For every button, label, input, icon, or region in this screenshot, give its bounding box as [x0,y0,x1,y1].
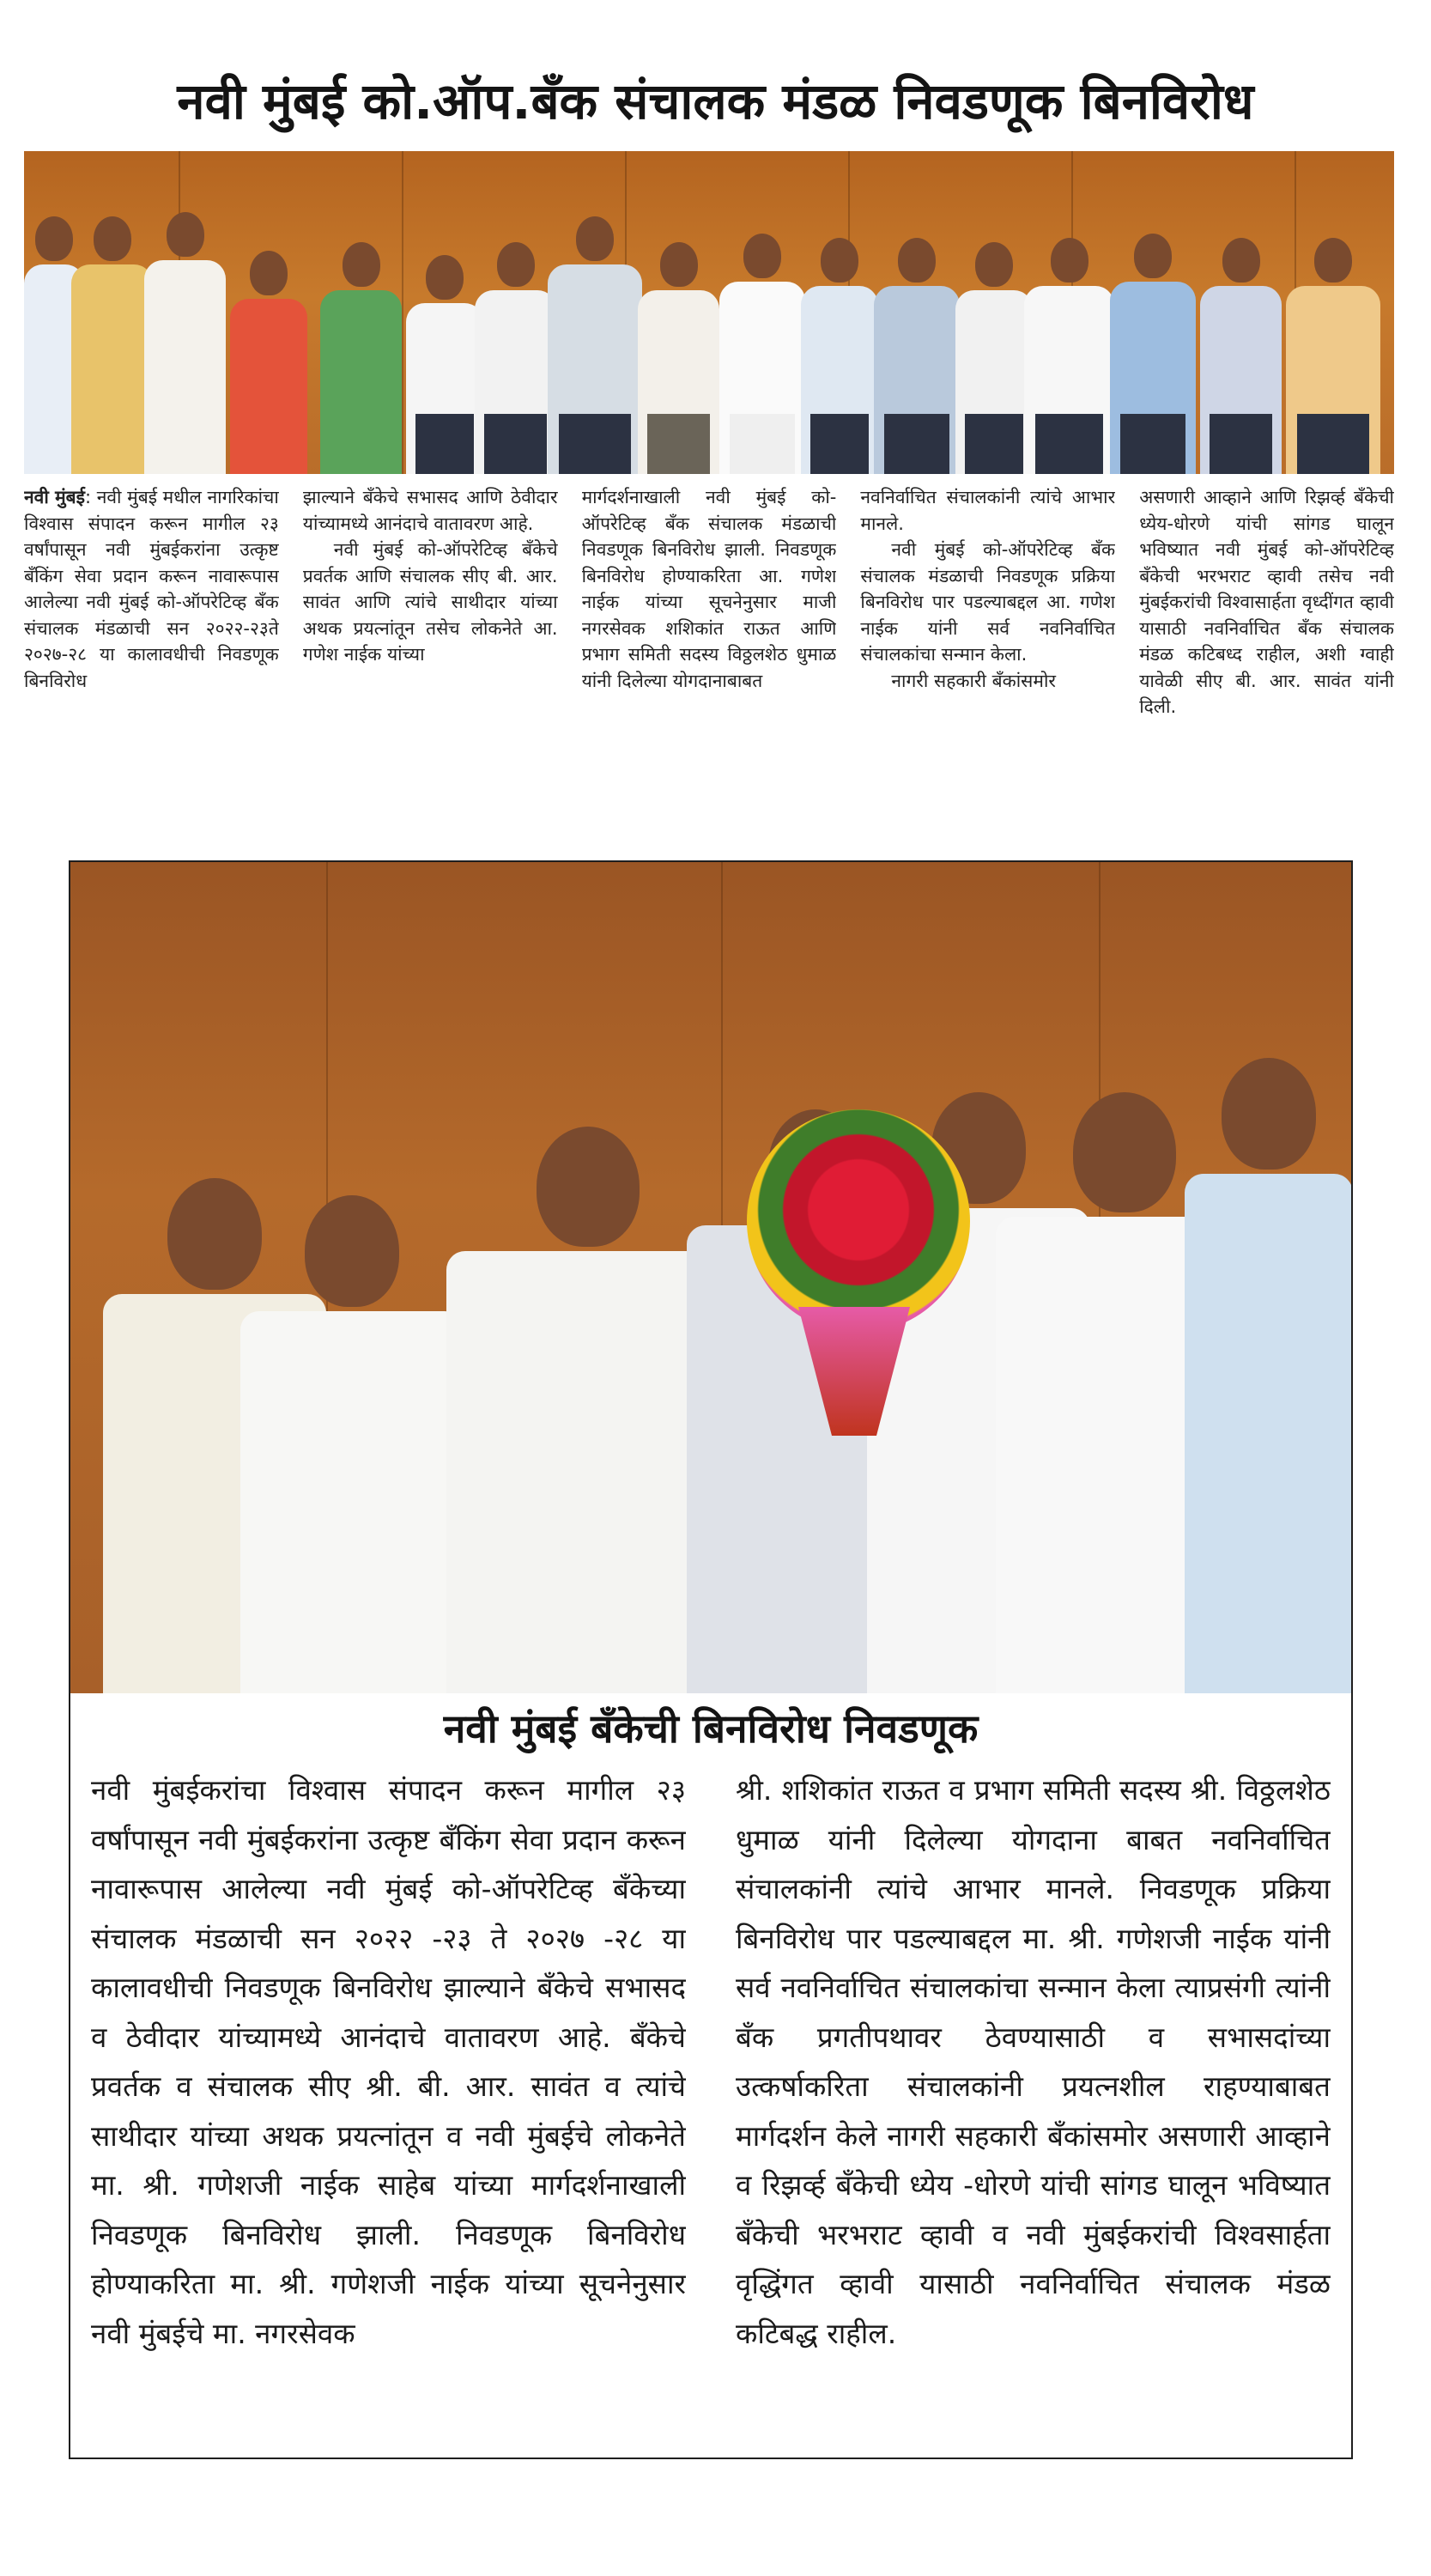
article-text: : नवी मुंबई मधील नागरिकांचा विश्वास संपादन करून मागील २३ वर्षांपासून नवी मुंबईकरांना उत्कृष्ट बँकिंग सेवा प्रदान करून नावारूपास आलेल्या नवी मुंबई को-ऑपरेटिव्ह बँक संचालक मंडळाची सन २०२२-२३ते २०२७-२८ या कालावधीची निवडणूक बिनविरोध [24,487,279,691]
article2-right-column [736,1765,1331,2452]
group-photo-board-members [24,151,1394,474]
article-column-5 [1139,484,1394,768]
article-text: नवी मुंबईकरांचा विश्वास संपादन करून मागील २३ वर्षांपासून नवी मुंबईकरांना उत्कृष्ट बँकिंग सेवा प्रदान करून नावारूपास आलेल्या नवी मुंबई को-ऑपरेटिव्ह बँकेच्या संचालक मंडळाची सन २०२२ -२३ ते २०२७ -२८ या कालावधीची निवडणूक बिनविरोध झाल्याने बँकेचे सभासद व ठेवीदार यांच्यामध्ये आनंदाचे वातावरण आहे. बँकेचे प्रवर्तक व संचालक सीए श्री. बी. आर. सावंत व त्यांचे साथीदार यांच्या अथक प्रयत्नांतून व नवी मुंबईचे लोकनेते मा. श्री. गणेशजी नाईक साहेब यांच्या मार्गदर्शनाखाली निवडणूक बिनविरोध झाली. निवडणूक बिनविरोध होण्याकरिता मा. श्री. गणेशजी नाईक यांच्या सूचनेनुसार नवी मुंबईचे मा. नगरसेवक [91,1773,686,2350]
article2-body [91,1765,1331,2452]
article-text: नागरी सहकारी बँकांसमोर [891,670,1056,691]
article-text: नवी मुंबई को-ऑपरेटिव्ह बँक संचालक मंडळाची निवडणूक प्रक्रिया बिनविरोध पार पडल्याबद्दल आ. गणेश नाईक यांनी सर्व नवनिर्वाचित संचालकांचा सन्मान केला. [860,539,1116,665]
headline-unopposed-election: नवी मुंबई बँकेची बिनविरोध निवडणूक [443,1705,979,1752]
article-column-1 [24,484,279,768]
headline-bank-board-election: नवी मुंबई को.ऑप.बँक संचालक मंडळ निवडणूक बिनविरोध [177,72,1254,131]
article-text: मार्गदर्शनाखाली नवी मुंबई को-ऑपरेटिव्ह बँक संचालक मंडळाची निवडणूक बिनविरोध झाली. निवडणूक बिनविरोध होण्याकरिता आ. गणेश नाईक यांच्या सूचनेनुसार माजी नगरसेवक शशिकांत राऊत आणि प्रभाग समिती सदस्य विठ्ठलशेठ धुमाळ यांनी दिलेल्या योगदानाबाबत [581,487,837,691]
article-column-4 [860,484,1115,768]
article2-left-column [91,1765,686,2452]
article-body-columns [24,484,1394,768]
article-text: नवी मुंबई को-ऑपरेटिव्ह बँकेचे प्रवर्तक आणि संचालक सीए बी. आर. सावंत आणि त्यांचे साथीदार यांच्या अथक प्रयत्नांतून तसेच लोकनेते आ. गणेश नाईक यांच्या [302,539,558,665]
article-text: श्री. शशिकांत राऊत व प्रभाग समिती सदस्य श्री. विठ्ठलशेठ धुमाळ यांनी दिलेल्या योगदाना बाबत नवनिर्वाचित संचालकांनी त्यांचे आभार मानले. निवडणूक प्रक्रिया बिनविरोध पार पडल्याबद्दल मा. श्री. गणेशजी नाईक यांनी सर्व नवनिर्वाचित संचालकांचा सन्मान केला त्याप्रसंगी त्यांनी बँक प्रगतीपथावर ठेवण्यासाठी व सभासदांच्या उत्कर्षाकरिता संचालकांनी प्रयत्नशील राहण्याबाबत मार्गदर्शन केले नागरी सहकारी बँकांसमोर असणारी आव्हाने व रिझर्व्ह बँकेची ध्येय -धोरणे यांची सांगड घालून भविष्यात बँकेची भरभराट व्हावी व नवी मुंबईकरांची विश्वसार्हता वृद्धिंगत व्हावी यासाठी नवनिर्वाचित संचालक मंडळ कटिबद्ध राहील. [736,1773,1331,2350]
article-column-2 [303,484,558,768]
dateline: नवी मुंबई [24,487,85,507]
article-text: झाल्याने बँकेचे सभासद आणि ठेवीदार यांच्यामध्ये आनंदाचे वातावरण आहे. [302,487,558,534]
article-text: नवनिर्वाचित संचालकांनी त्यांचे आभार मानले. [860,487,1116,534]
article-text: असणारी आव्हाने आणि रिझर्व्ह बँकेची ध्येय-धोरणे यांची सांगड घालून भविष्यात नवी मुंबई को-ऑपरेटिव्ह बँकेची भरभराट व्हावी तसेच नवी मुंबईकरांची विश्वासार्हता वृध्दींगत व्हावी यासाठी नवनिर्वाचित बँक संचालक मंडळ कटिबध्द राहील, अशी ग्वाही यावेळी सीए बी. आर. सावंत यांनी दिली. [1139,487,1394,717]
article-column-3 [582,484,837,768]
